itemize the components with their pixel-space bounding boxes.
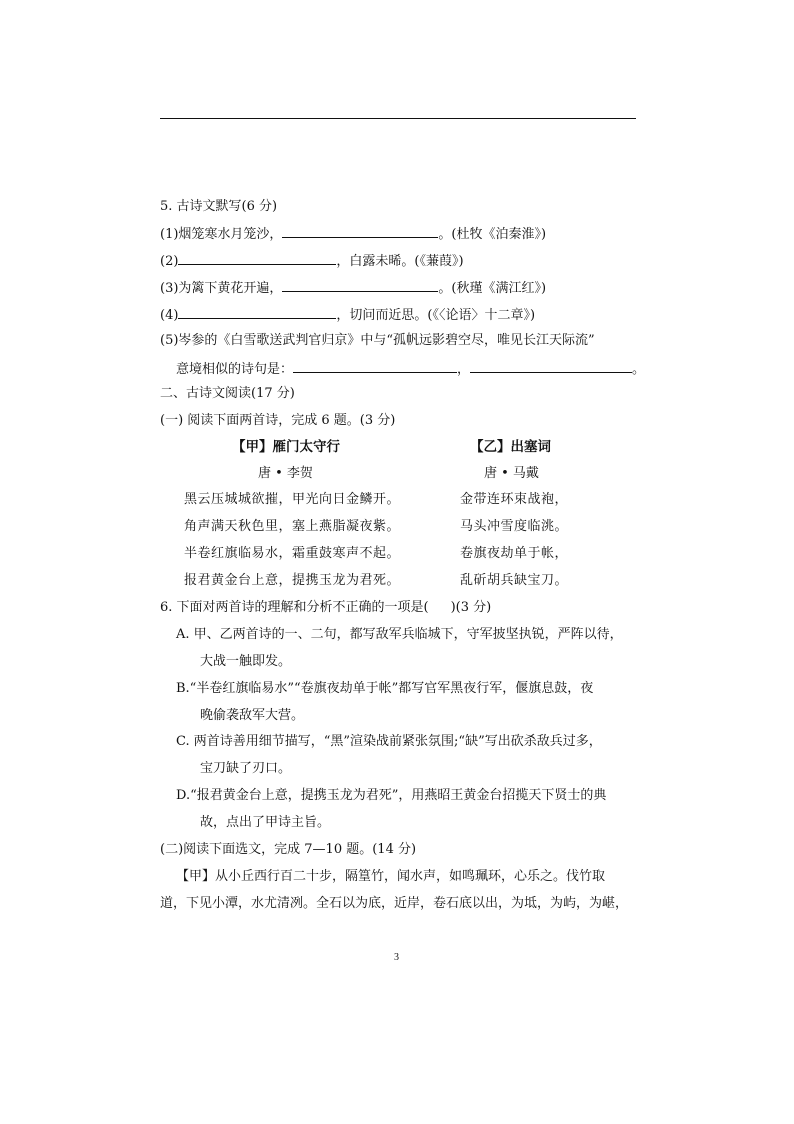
- q5-line-3-prefix: (3)为篱下黄花开遍，: [160, 281, 283, 296]
- part-1-instruction: (一) 阅读下面两首诗，完成 6 题。(3 分): [160, 413, 396, 428]
- q5-line-2-prefix: (2): [160, 254, 179, 269]
- poem-a-line: 半卷红旗临易水，霜重鼓寒声不起。: [184, 546, 401, 561]
- q5-line-5b-prefix: 意境相似的诗句是：: [176, 362, 294, 377]
- q6-option-d: D.“报君黄金台上意，提携玉龙为君死”，用燕昭王黄金台招揽天下贤士的典: [176, 788, 607, 803]
- poem-a-line: 角声满天秋色里，塞上燕脂凝夜紫。: [184, 519, 401, 534]
- q5-line-4-prefix: (4): [160, 308, 179, 323]
- q6-stem: [160, 599, 491, 617]
- q5-line-1-source: 。(杜牧《泊秦淮》): [438, 227, 547, 242]
- q6-option-a: A. 甲、乙两首诗的一、二句，都写敌军兵临城下，守军披坚执锐，严阵以待，: [176, 627, 623, 642]
- q6-stem-score: )(3 分): [450, 600, 492, 615]
- q6-option-c-cont: 宝刀缺了刃口。: [200, 761, 292, 776]
- q5-line-4: [160, 305, 535, 325]
- poem-a-line: 报君黄金台上意，提携玉龙为君死。: [184, 573, 401, 588]
- q5-line-1-prefix: (1)烟笼寒水月笼沙，: [160, 227, 283, 242]
- q5-line-3-source: 。(秋瑾《满江红》): [438, 281, 547, 296]
- poem-b-line: 卷旗夜劫单于帐，: [460, 546, 569, 561]
- section-2-heading: 二、古诗文阅读(17 分): [160, 386, 295, 401]
- q5-line-1: [160, 224, 546, 244]
- q5-line-2: [160, 251, 464, 271]
- q6-option-b: B.“半卷红旗临易水”“卷旗夜劫单于帐”都写官军黑夜行军，偃旗息鼓，夜: [176, 681, 594, 696]
- poem-a-author: 唐 • 李贺: [258, 466, 313, 481]
- q5-line-5b-end: 。: [632, 362, 646, 377]
- passage-line: 道，下见小潭，水尤清冽。全石以为底，近岸，卷石底以出，为坻，为屿，为嵁，: [160, 896, 629, 911]
- answer-blank[interactable]: [282, 278, 438, 292]
- poem-b-line: 金带连环束战袍，: [460, 492, 569, 507]
- poem-b-line: 乱斫胡兵缺宝刀。: [460, 573, 569, 588]
- passage-line: 【甲】从小丘西行百二十步，隔篁竹，闻水声，如鸣珮环，心乐之。伐竹取: [176, 869, 606, 884]
- answer-blank[interactable]: [470, 359, 632, 373]
- page-number: 3: [394, 952, 399, 963]
- header-rule: [160, 118, 636, 119]
- part-2-instruction: (二)阅读下面选文，完成 7—10 题。(14 分): [160, 842, 417, 857]
- answer-blank[interactable]: [178, 251, 336, 265]
- q5-line-5b-comma: ，: [457, 362, 471, 377]
- answer-blank[interactable]: [293, 359, 457, 373]
- q6-option-a-cont: 大战一触即发。: [200, 654, 292, 669]
- poem-a-title: 【甲】雁门太守行: [232, 439, 340, 455]
- poem-a-line: 黑云压城城欲摧，甲光向日金鳞开。: [184, 492, 401, 507]
- q6-stem-text: 6. 下面对两首诗的理解和分析不正确的一项是(: [160, 600, 429, 615]
- poem-b-line: 马头冲雪度临洮。: [460, 519, 569, 534]
- q6-option-c: C. 两首诗善用细节描写，“黑”渲染战前紧张氛围;“缺”写出砍杀敌兵过多，: [176, 734, 602, 749]
- answer-blank[interactable]: [282, 224, 438, 238]
- q5-line-4-source: ，切问而近思。(《〈论语〉十二章》): [336, 308, 536, 323]
- q6-option-d-cont: 故，点出了甲诗主旨。: [200, 815, 331, 830]
- poem-b-title: 【乙】出塞词: [470, 439, 551, 455]
- q6-option-b-cont: 晚偷袭敌军大营。: [200, 708, 305, 723]
- q5-line-5b: [176, 359, 645, 379]
- q5-heading: 5. 古诗文默写(6 分): [160, 199, 278, 214]
- q5-line-3: [160, 278, 546, 298]
- poem-b-author: 唐 • 马戴: [484, 466, 539, 481]
- q5-line-5a: (5)岑参的《白雪歌送武判官归京》中与“孤帆远影碧空尽，唯见长江天际流”: [160, 333, 595, 348]
- q5-line-2-source: ，白露未晞。(《蒹葭》): [336, 254, 464, 269]
- answer-blank[interactable]: [178, 305, 336, 319]
